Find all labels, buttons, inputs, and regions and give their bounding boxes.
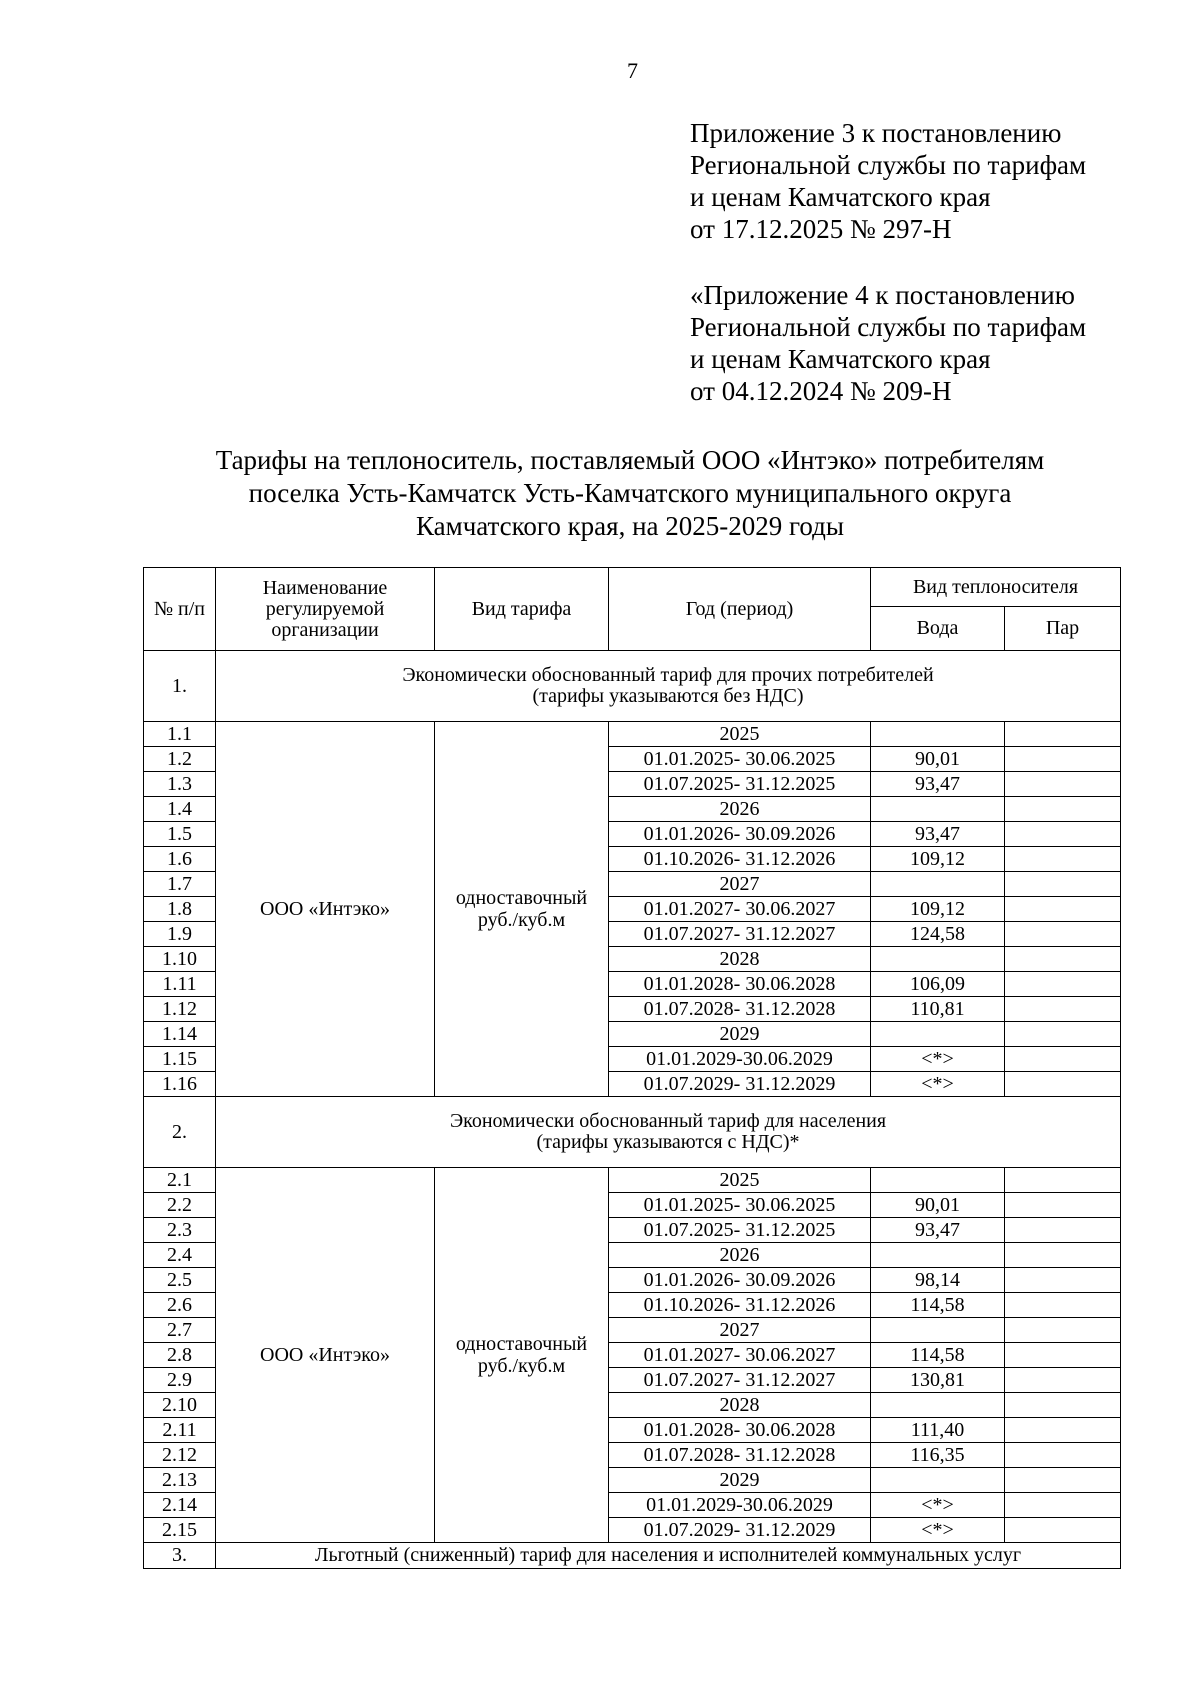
water-value: 106,09: [871, 972, 1005, 997]
water-value: [871, 797, 1005, 822]
row-num: 2.7: [144, 1318, 216, 1343]
period-cell: 01.01.2027- 30.06.2027: [609, 1343, 871, 1368]
period-cell: 01.01.2026- 30.09.2026: [609, 822, 871, 847]
period-cell: 2025: [609, 722, 871, 747]
period-cell: 01.07.2027- 31.12.2027: [609, 922, 871, 947]
row-num: 2.8: [144, 1343, 216, 1368]
steam-value: [1005, 1168, 1121, 1193]
steam-value: [1005, 1468, 1121, 1493]
period-cell: 01.01.2028- 30.06.2028: [609, 972, 871, 997]
table-row: [144, 722, 1121, 747]
steam-value: [1005, 1318, 1121, 1343]
section-title-line: Экономически обоснованный тариф для прочих потребителей: [402, 664, 934, 686]
period-cell: 2026: [609, 797, 871, 822]
appendix-line: от 17.12.2025 № 297-Н: [690, 214, 952, 244]
water-value: <*>: [871, 1518, 1005, 1543]
steam-value: [1005, 922, 1121, 947]
steam-value: [1005, 997, 1121, 1022]
row-num: 1.11: [144, 972, 216, 997]
water-value: [871, 947, 1005, 972]
appendix-line: и ценам Камчатского края: [690, 182, 991, 212]
steam-value: [1005, 1343, 1121, 1368]
organization-name: ООО «Интэко»: [216, 1168, 435, 1543]
row-num: 1.12: [144, 997, 216, 1022]
water-value: 90,01: [871, 747, 1005, 772]
water-value: 124,58: [871, 922, 1005, 947]
header-num: № п/п: [144, 568, 216, 651]
row-num: 1.6: [144, 847, 216, 872]
water-value: [871, 872, 1005, 897]
period-cell: 01.01.2025- 30.06.2025: [609, 747, 871, 772]
water-value: [871, 1168, 1005, 1193]
water-value: [871, 1468, 1005, 1493]
tariff-type: [435, 1168, 609, 1543]
row-num: 1.8: [144, 897, 216, 922]
steam-value: [1005, 1243, 1121, 1268]
water-value: 90,01: [871, 1193, 1005, 1218]
row-num: 2.2: [144, 1193, 216, 1218]
water-value: [871, 1393, 1005, 1418]
appendix-reference-original: [690, 279, 1086, 407]
tariff-type-line: руб./куб.м: [477, 1355, 566, 1377]
steam-value: [1005, 1493, 1121, 1518]
section-title: [216, 1097, 1121, 1168]
steam-value: [1005, 1418, 1121, 1443]
title-line: Камчатского края, на 2025-2029 годы: [415, 511, 845, 541]
row-num: 2.10: [144, 1393, 216, 1418]
steam-value: [1005, 1293, 1121, 1318]
period-cell: 2027: [609, 872, 871, 897]
row-num: 2.3: [144, 1218, 216, 1243]
steam-value: [1005, 1268, 1121, 1293]
water-value: 109,12: [871, 847, 1005, 872]
period-cell: 01.07.2028- 31.12.2028: [609, 997, 871, 1022]
water-value: <*>: [871, 1493, 1005, 1518]
appendix-line: Региональной службы по тарифам: [690, 150, 1087, 180]
appendix-line: Региональной службы по тарифам: [690, 312, 1087, 342]
row-num: 2.11: [144, 1418, 216, 1443]
steam-value: [1005, 797, 1121, 822]
header-tariff-type: Вид тарифа: [435, 568, 609, 651]
appendix-reference-current: [690, 117, 1086, 245]
period-cell: 01.10.2026- 31.12.2026: [609, 1293, 871, 1318]
steam-value: [1005, 747, 1121, 772]
appendix-line: Приложение 3 к постановлению: [690, 118, 1062, 148]
period-cell: 01.01.2026- 30.09.2026: [609, 1268, 871, 1293]
steam-value: [1005, 822, 1121, 847]
title-line: Тарифы на теплоноситель, поставляемый ООО «Интэко» потребителям: [215, 445, 1045, 475]
steam-value: [1005, 1072, 1121, 1097]
steam-value: [1005, 897, 1121, 922]
row-num: 1.14: [144, 1022, 216, 1047]
tariff-type: [435, 722, 609, 1097]
water-value: [871, 1243, 1005, 1268]
steam-value: [1005, 1193, 1121, 1218]
document-title: [130, 444, 1130, 543]
steam-value: [1005, 947, 1121, 972]
water-value: 114,58: [871, 1293, 1005, 1318]
section-num: 1.: [144, 651, 216, 722]
header-period: Год (период): [609, 568, 871, 651]
period-cell: 01.01.2025- 30.06.2025: [609, 1193, 871, 1218]
water-value: 93,47: [871, 822, 1005, 847]
steam-value: [1005, 1218, 1121, 1243]
row-num: 1.5: [144, 822, 216, 847]
water-value: 93,47: [871, 772, 1005, 797]
header-water: Вода: [871, 607, 1005, 651]
water-value: 98,14: [871, 1268, 1005, 1293]
steam-value: [1005, 1393, 1121, 1418]
water-value: 111,40: [871, 1418, 1005, 1443]
row-num: 1.7: [144, 872, 216, 897]
row-num: 1.2: [144, 747, 216, 772]
water-value: 93,47: [871, 1218, 1005, 1243]
period-cell: 2025: [609, 1168, 871, 1193]
steam-value: [1005, 847, 1121, 872]
row-num: 1.15: [144, 1047, 216, 1072]
section-title: Льготный (сниженный) тариф для населения и исполнителей коммунальных услуг: [216, 1543, 1121, 1569]
header-org: Наименование регулируемой организации: [216, 568, 435, 651]
water-value: [871, 722, 1005, 747]
period-cell: 01.07.2029- 31.12.2029: [609, 1518, 871, 1543]
section-title-line: (тарифы указываются без НДС): [532, 685, 804, 707]
water-value: 130,81: [871, 1368, 1005, 1393]
row-num: 1.4: [144, 797, 216, 822]
water-value: [871, 1022, 1005, 1047]
period-cell: 01.01.2029-30.06.2029: [609, 1493, 871, 1518]
steam-value: [1005, 1518, 1121, 1543]
header-steam: Пар: [1005, 607, 1121, 651]
page-number: 7: [627, 58, 638, 83]
steam-value: [1005, 1022, 1121, 1047]
period-cell: 2028: [609, 947, 871, 972]
row-num: 2.13: [144, 1468, 216, 1493]
water-value: 116,35: [871, 1443, 1005, 1468]
row-num: 2.9: [144, 1368, 216, 1393]
period-cell: 01.07.2028- 31.12.2028: [609, 1443, 871, 1468]
title-line: поселка Усть-Камчатск Усть-Камчатского муниципального округа: [248, 478, 1012, 508]
water-value: 109,12: [871, 897, 1005, 922]
row-num: 1.10: [144, 947, 216, 972]
row-num: 2.15: [144, 1518, 216, 1543]
section-title-line: Экономически обоснованный тариф для населения: [449, 1110, 887, 1132]
section-num: 3.: [144, 1543, 216, 1569]
row-num: 1.1: [144, 722, 216, 747]
steam-value: [1005, 1368, 1121, 1393]
appendix-line: «Приложение 4 к постановлению: [690, 280, 1075, 310]
period-cell: 01.01.2028- 30.06.2028: [609, 1418, 871, 1443]
tariff-type-line: одноставочный: [455, 1333, 588, 1355]
steam-value: [1005, 722, 1121, 747]
steam-value: [1005, 972, 1121, 997]
period-cell: 2029: [609, 1022, 871, 1047]
steam-value: [1005, 1047, 1121, 1072]
period-cell: 01.01.2027- 30.06.2027: [609, 897, 871, 922]
section-num: 2.: [144, 1097, 216, 1168]
row-num: 1.9: [144, 922, 216, 947]
water-value: 110,81: [871, 997, 1005, 1022]
period-cell: 2027: [609, 1318, 871, 1343]
water-value: 114,58: [871, 1343, 1005, 1368]
steam-value: [1005, 772, 1121, 797]
header-carrier: Вид теплоносителя: [871, 568, 1121, 607]
section-title-line: (тарифы указываются с НДС)*: [536, 1131, 800, 1153]
row-num: 2.5: [144, 1268, 216, 1293]
organization-name: ООО «Интэко»: [216, 722, 435, 1097]
period-cell: 2028: [609, 1393, 871, 1418]
period-cell: 2029: [609, 1468, 871, 1493]
period-cell: 01.07.2025- 31.12.2025: [609, 1218, 871, 1243]
row-num: 2.4: [144, 1243, 216, 1268]
period-cell: 01.07.2027- 31.12.2027: [609, 1368, 871, 1393]
appendix-line: от 04.12.2024 № 209-Н: [690, 376, 952, 406]
steam-value: [1005, 872, 1121, 897]
tariff-type-line: руб./куб.м: [477, 909, 566, 931]
tariff-type-line: одноставочный: [455, 887, 588, 909]
period-cell: 01.07.2029- 31.12.2029: [609, 1072, 871, 1097]
tariff-table: [143, 567, 1121, 1569]
period-cell: 01.10.2026- 31.12.2026: [609, 847, 871, 872]
steam-value: [1005, 1443, 1121, 1468]
row-num: 1.16: [144, 1072, 216, 1097]
row-num: 2.14: [144, 1493, 216, 1518]
period-cell: 2026: [609, 1243, 871, 1268]
water-value: <*>: [871, 1072, 1005, 1097]
water-value: [871, 1318, 1005, 1343]
row-num: 2.12: [144, 1443, 216, 1468]
period-cell: 01.07.2025- 31.12.2025: [609, 772, 871, 797]
row-num: 1.3: [144, 772, 216, 797]
section-title: [216, 651, 1121, 722]
table-row: [144, 1168, 1121, 1193]
appendix-line: и ценам Камчатского края: [690, 344, 991, 374]
period-cell: 01.01.2029-30.06.2029: [609, 1047, 871, 1072]
row-num: 2.1: [144, 1168, 216, 1193]
row-num: 2.6: [144, 1293, 216, 1318]
water-value: <*>: [871, 1047, 1005, 1072]
